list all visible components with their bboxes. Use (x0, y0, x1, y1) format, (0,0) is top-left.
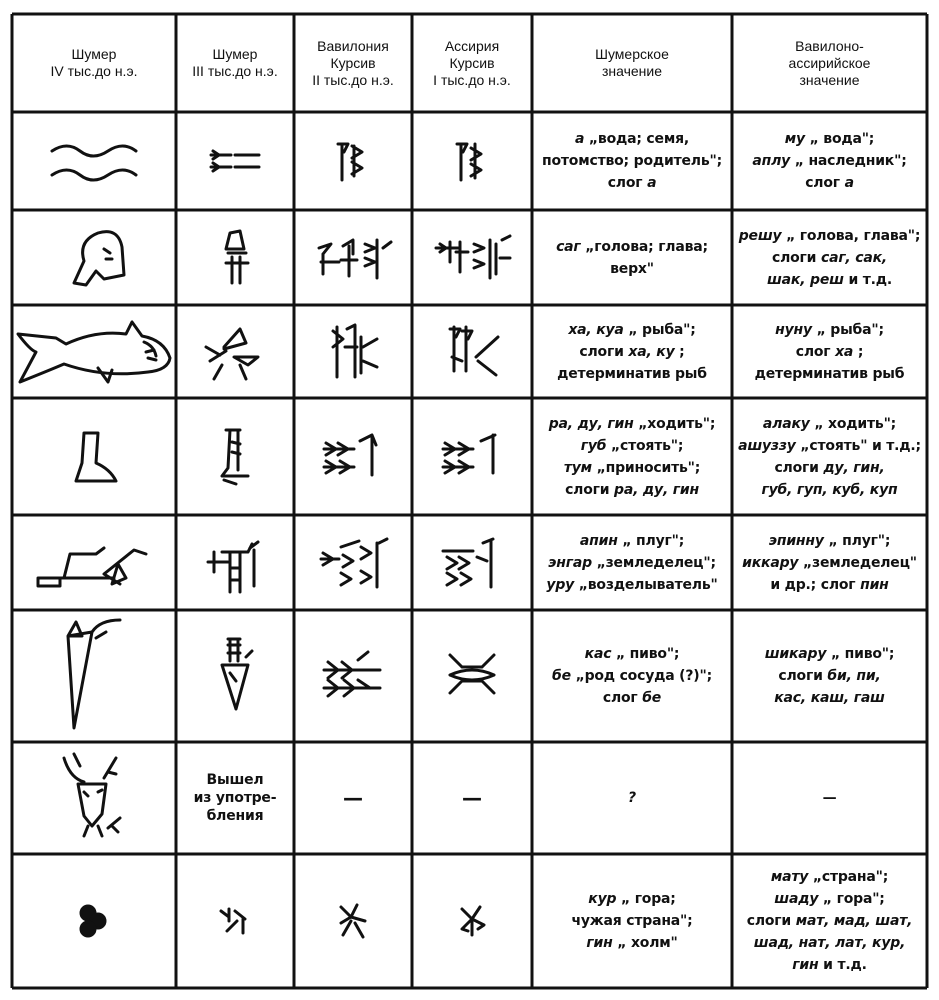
pictogram-plough (12, 515, 176, 610)
cuneiform-babylonian-fish (294, 305, 412, 398)
pictogram-goat-head (12, 742, 176, 854)
meaning-line: детерминатив рыб (754, 365, 905, 382)
meaning-line: эпинну „ плуг"; (768, 532, 891, 549)
meaning-line: слоги би, пи, (778, 668, 881, 684)
meaning-line: саг „голова; глава; (556, 238, 708, 255)
meaning-line: а „вода; семя, (575, 131, 689, 147)
meaning-line: слоги ра, ду, гин (565, 481, 699, 498)
sumerian-meaning-6 (532, 610, 732, 742)
status-obsolete: Вышел из употре- бления (193, 772, 277, 824)
sumerian-meaning-3 (532, 305, 732, 398)
meaning-line: уру „возделыватель" (546, 576, 718, 593)
meaning-line: потомство; родитель"; (542, 153, 722, 169)
meaning-line: апин „ плуг"; (579, 532, 685, 549)
meaning-line: ра, ду, гин „ходить"; (548, 415, 716, 432)
babylonian-meaning-4 (732, 398, 927, 515)
meaning-line: шак, реш и т.д. (766, 271, 892, 288)
meaning-line: тум „приносить"; (563, 459, 701, 476)
cuneiform-assyrian-head (412, 210, 532, 305)
meaning-line: гин „ холм" (586, 935, 678, 951)
meaning-line: слоги ха, ку ; (579, 343, 685, 360)
pictogram-leg (12, 398, 176, 515)
meaning-line: кас „ пиво"; (584, 646, 680, 662)
cuneiform-babylonian-leg (294, 398, 412, 515)
meaning-line: шад, нат, лат, кур, (753, 935, 906, 951)
header-sumer-3rd: Шумер III тыс.до н.э. (192, 46, 278, 79)
meaning-line: губ „стоять"; (580, 437, 684, 454)
babylonian-meaning-8 (732, 854, 927, 988)
meaning-line: верх" (610, 260, 654, 277)
cuneiform-assyrian-water (412, 112, 532, 210)
cuneiform-babylonian-water (294, 112, 412, 210)
archaic-sign-head (176, 210, 294, 305)
meaning-line: иккару „земледелец" (742, 554, 917, 571)
meaning-line: решу „ голова, глава"; (738, 227, 921, 244)
pictogram-mountain (12, 854, 176, 988)
header-assyria-cursive: Ассирия Курсив I тыс.до н.э. (433, 37, 511, 88)
meaning-line: слоги мат, мад, шат, (746, 913, 913, 929)
sumerian-meaning-7 (532, 742, 732, 854)
pictogram-head (12, 210, 176, 305)
sumerian-meaning-1 (532, 112, 732, 210)
babylonian-meaning-2 (732, 210, 927, 305)
babylonian-cursive-absent: — (343, 786, 363, 810)
sumerian-meaning-8 (532, 854, 732, 988)
meaning-line: — (822, 790, 837, 806)
meaning-line: мату „страна"; (770, 869, 889, 885)
header-babylonian-meaning: Вавилоно- ассирийское значение (788, 37, 871, 88)
meaning-line: му „ вода"; (784, 131, 875, 147)
pictogram-water (12, 112, 176, 210)
cuneiform-babylonian-head (294, 210, 412, 305)
meaning-line: гин и т.д. (792, 957, 867, 973)
assyrian-cursive-absent: — (462, 786, 482, 810)
babylonian-meaning-6 (732, 610, 927, 742)
meaning-line: губ, гуп, куб, куп (761, 481, 898, 498)
archaic-sign-plough (176, 515, 294, 610)
meaning-line: алаку „ ходить"; (762, 415, 897, 432)
meaning-line: детерминатив рыб (557, 365, 707, 382)
meaning-line: слог бе (602, 690, 662, 706)
meaning-line: аплу „ наследник"; (752, 153, 907, 169)
meaning-line: чужая страна"; (571, 913, 693, 929)
cuneiform-babylonian-plough (294, 515, 412, 610)
pictogram-beer-jar (12, 610, 176, 742)
cuneiform-assyrian-plough (412, 515, 532, 610)
meaning-line: и др.; слог пин (770, 576, 889, 593)
meaning-line: слог а (805, 175, 854, 191)
meaning-line: бе „род сосуда (?)"; (552, 668, 712, 684)
sumerian-meaning-4 (532, 398, 732, 515)
meaning-line: слог а (607, 175, 657, 191)
meaning-line: нуну „ рыба"; (775, 321, 884, 338)
cuneiform-assyrian-leg (412, 398, 532, 515)
sumerian-meaning-2 (532, 210, 732, 305)
header-sumer-4th: Шумер IV тыс.до н.э. (50, 46, 138, 79)
meaning-line: слог ха ; (795, 343, 864, 360)
meaning-line: кур „ гора; (588, 891, 676, 907)
babylonian-meaning-5 (732, 515, 927, 610)
header-sumerian-meaning: Шумерское значение (595, 46, 669, 79)
meaning-line: кас, каш, гаш (774, 690, 885, 706)
meaning-line: ашуззу „стоять" и т.д.; (738, 437, 921, 454)
archaic-sign-fish (176, 305, 294, 398)
header-babylonia-cursive: Вавилония Курсив II тыс.до н.э. (312, 37, 394, 88)
archaic-sign-mountain (176, 854, 294, 988)
archaic-sign-beer-jar (176, 610, 294, 742)
archaic-sign-water (176, 112, 294, 210)
babylonian-meaning-7 (732, 742, 927, 854)
meaning-line: ? (628, 790, 636, 806)
cuneiform-assyrian-mountain (412, 854, 532, 988)
babylonian-meaning-3 (732, 305, 927, 398)
meaning-line: шаду „ гора"; (774, 891, 885, 907)
sumerian-meaning-5 (532, 515, 732, 610)
babylonian-meaning-1 (732, 112, 927, 210)
cuneiform-babylonian-mountain (294, 854, 412, 988)
archaic-sign-leg (176, 398, 294, 515)
meaning-line: ха, куа „ рыба"; (568, 321, 696, 338)
meaning-line: энгар „земледелец"; (548, 554, 716, 571)
cuneiform-babylonian-beer-jar (294, 610, 412, 742)
pictogram-fish (12, 305, 176, 398)
meaning-line: слоги ду, гин, (774, 459, 885, 476)
cuneiform-assyrian-fish (412, 305, 532, 398)
meaning-line: слоги саг, сак, (771, 249, 887, 266)
cuneiform-assyrian-beer-jar (412, 610, 532, 742)
meaning-line: шикару „ пиво"; (764, 646, 895, 662)
